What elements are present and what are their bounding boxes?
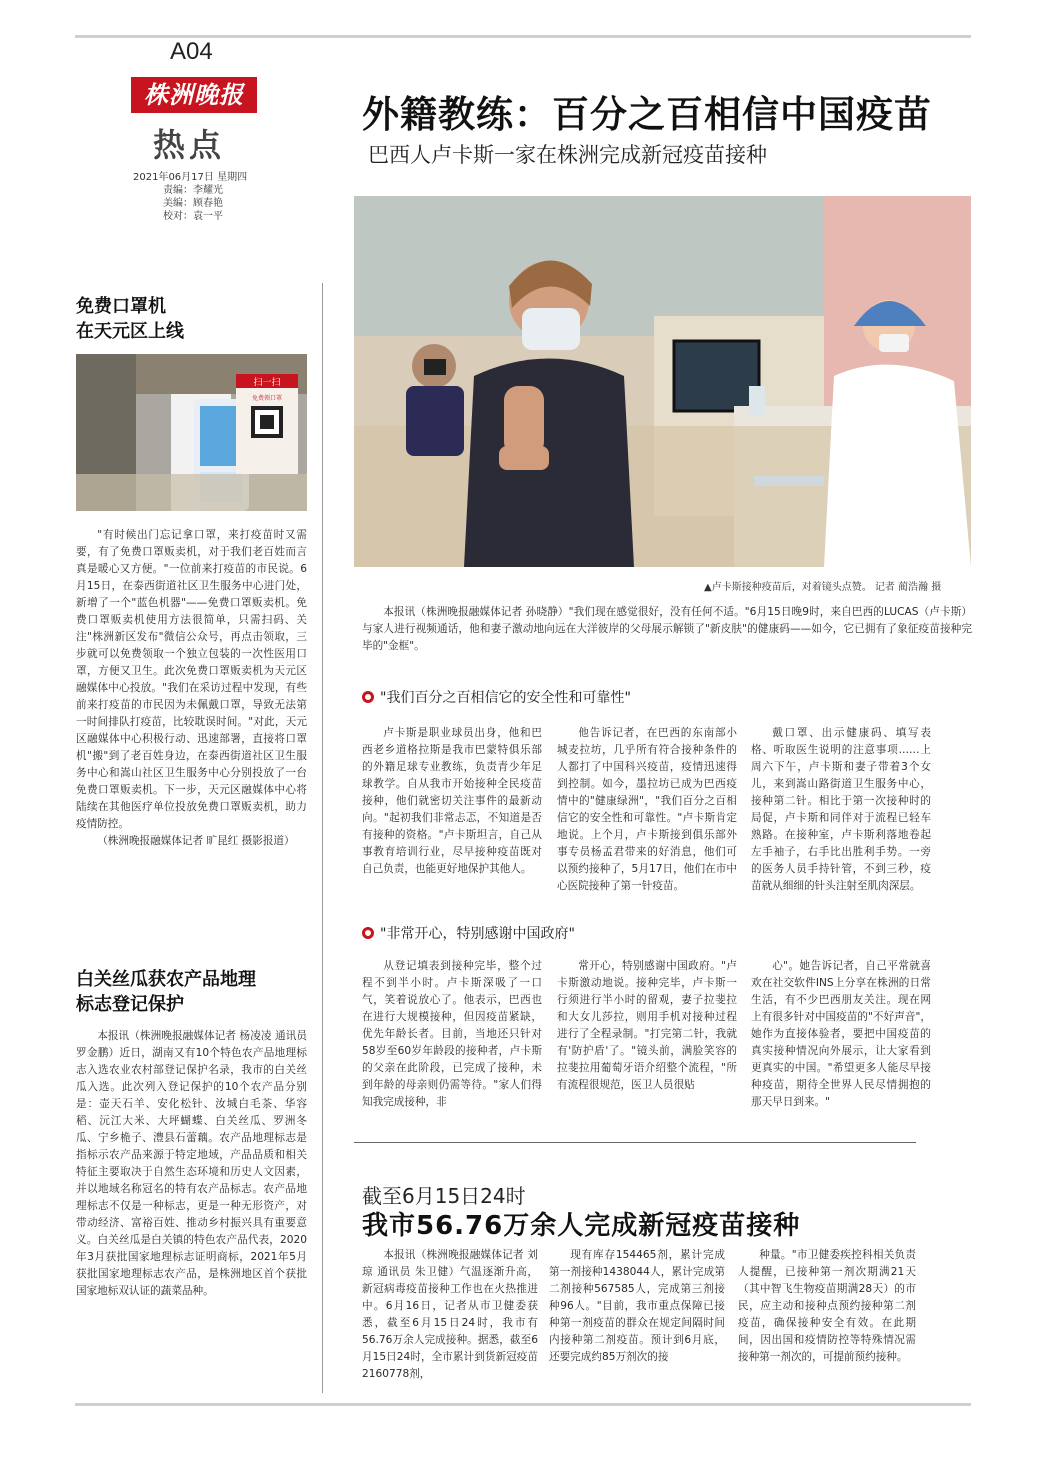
column-divider — [322, 283, 323, 1393]
section2-column-2 — [557, 958, 737, 1094]
section-bullet-icon — [362, 691, 374, 703]
section2-column-3 — [751, 958, 931, 1111]
bottom-column-2-text: 现有库存154465剂，累计完成第一剂接种1438044人，累计完成第二剂接种567585人，完成第三剂接种96人。"目前，我市重点保障已接种第一剂疫苗的群众在规定间隔时间内接种第二剂疫苗。预计到6月底，还要完成约85万剂次的接 — [549, 1249, 725, 1363]
side1-title — [76, 294, 184, 344]
section1-column-1-text: 卢卡斯是职业球员出身，他和巴西老乡道格拉斯是我市巴蒙特俱乐部的外籍足球专业教练，负责青少年足球教学。自从我市开始接种全民疫苗接种，他们就密切关注事件的最新动向。"起初我们非常忐忑，不知道是否有接种的资格。"卢卡斯坦言，自己从事教育培训行业，尽早接种疫苗既对自己负责，也能更好地保护其他人。 — [362, 727, 542, 875]
side2-title-line2: 标志登记保护 — [76, 994, 184, 1015]
mask-machine-photo — [76, 354, 307, 511]
art-editor: 美编：顾春艳 — [163, 198, 223, 209]
main-headline: 外籍教练：百分之百相信中国疫苗 — [362, 93, 932, 136]
section1-column-1 — [362, 725, 542, 878]
section1-column-2 — [557, 725, 737, 895]
sign-text-1: 扫一扫 — [253, 378, 281, 388]
side1-body-text: "有时候出门忘记拿口罩，来打疫苗时又需要，有了免费口罩贩卖机，对于我们老百姓而言真是暖心又方便。"一位前来打疫苗的市民说。6月15日，在泰西街道社区卫生服务中心进门处，新增了一个"蓝色机器"——免费口罩贩卖机。免费口罩贩卖机使用方法很简单，只需扫码、关注"株洲新区发布"微信公众号，再点击领取，三步就可以免费领取一个独立包装的一次性医用口罩，方便又卫生。此次免费口罩贩卖机为天元区融媒体中心投放。"我们在采访过程中发现，有些前来打疫苗的市民因为未佩戴口罩，导致无法第一时间排队打疫苗，比较耽误时间。"对此，天元区融媒体中心积极行动、迅速部署，直接将口罩机"搬"到了老百姓身边，在泰西街道社区卫生服务中心和嵩山社区卫生服务中心分别投放了一台免费口罩贩卖机。下一步，天元区融媒体中心将陆续在其他医疗单位投放免费口罩贩卖机，助力疫情防控。 — [76, 529, 307, 830]
side2-body — [76, 1028, 307, 1300]
side2-title — [76, 967, 316, 1017]
side1-byline: （株洲晚报融媒体记者 旷昆红 摄影报道） — [97, 835, 295, 847]
story-divider — [354, 1142, 916, 1143]
bottom-column-2 — [549, 1247, 725, 1366]
section1-column-3-text: 戴口罩、出示健康码、填写表格、听取医生说明的注意事项……上周六下午，卢卡斯和妻子带着3个女儿，来到嵩山路街道卫生服务中心，接种第二针。相比于第一次接种时的局促，卢卡斯和同伴对于流程已轻车熟路。在接种室，卢卡斯利落地卷起左手袖子，右手比出胜利手势。一旁的医务人员手持针管，不到三秒，疫苗就从细细的针头注射至肌肉深层。 — [751, 727, 931, 892]
page-number: A04 — [170, 38, 213, 65]
bottom-column-3 — [738, 1247, 916, 1366]
side1-title-line2: 在天元区上线 — [76, 321, 184, 342]
section2-column-1 — [362, 958, 542, 1111]
bottom-column-1-text: 本报讯（株洲晚报融媒体记者 刘琼 通讯员 朱卫健）气温逐渐升高，新冠病毒疫苗接种工作也在火热推进中。6月16日，记者从市卫健委获悉，截至6月15日24时，我市有56.76万余人完成接种。据悉，截至6月15日24时，全市累计到货新冠疫苗2160778剂， — [362, 1249, 538, 1380]
newspaper-logo: 株洲晚报 — [131, 77, 257, 113]
section1-column-2-text: 他告诉记者，在巴西的东南部小城麦拉坊，几乎所有符合接种条件的人都打了中国科兴疫苗，疫情迅速得到控制。如今，墨拉坊已成为巴西疫情中的"健康绿洲"，"我们百分之百相信它的安全性和可靠性。"卢卡斯肯定地说。上个月，卢卡斯接到俱乐部外事专员杨孟君带来的好消息，他们可以预约接种了，5月17日，他们在市中心医院接种了第一针疫苗。 — [557, 727, 737, 892]
editor: 责编：李耀光 — [163, 185, 223, 196]
lead-text: 本报讯（株洲晚报融媒体记者 孙晓静）"我们现在感觉很好，没有任何不适。"6月15日晚9时，来自巴西的LUCAS（卢卡斯）与家人进行视频通话，他和妻子激动地向远在大洋彼岸的父母展示解锁了"新皮肤"的健康码——如今，它已拥有了象征疫苗接种完毕的"金框"。 — [362, 606, 972, 652]
vaccination-photo-illustration — [354, 196, 971, 567]
section2-heading: "非常开心，特别感谢中国政府" — [380, 926, 575, 942]
section2-column-3-text: 心"。她告诉记者，自己平常就喜欢在社交软件INS上分享在株洲的日常生活，有不少巴西朋友关注。现在网上有很多针对中国疫苗的"不好声音"，她作为直接体验者，要把中国疫苗的真实接种情况向外展示，让大家看到更真实的中国。"希望更多人能尽早接种疫苗，期待全世界人民尽情拥抱的那天早日到来。" — [751, 960, 931, 1108]
section2-column-2-text: 常开心，特别感谢中国政府。"卢卡斯激动地说。接种完毕，卢卡斯一行须进行半小时的留观，妻子拉斐拉和大女儿莎拉，则用手机对接种过程进行了全程录制。"打完第二针，我就有'防护盾'了。"镜头前，满脸笑容的拉斐拉用葡萄牙语介绍整个流程，"所有流程很规范，医卫人员很贴 — [557, 960, 737, 1091]
bottom-column-3-text: 种量。"市卫健委疾控科相关负责人提醒，已接种第一剂次期满21天（其中智飞生物疫苗期满28天）的市民，应主动和接种点预约接种第二剂疫苗，确保接种安全有效。在此期间，因出国和疫情防控等特殊情况需接种第一剂次的，可提前预约接种。 — [738, 1249, 916, 1363]
section1-heading: "我们百分之百相信它的安全性和可靠性" — [380, 690, 631, 706]
section1-column-3 — [751, 725, 931, 895]
side1-title-line1: 免费口罩机 — [76, 296, 166, 317]
proofreader: 校对：袁一平 — [163, 211, 223, 222]
bottom-column-1 — [362, 1247, 538, 1383]
section-name: 热点 — [153, 126, 226, 164]
bottom-rule — [75, 1403, 971, 1406]
mask-machine-illustration — [76, 354, 307, 511]
photo-caption: ▲卢卡斯接种疫苗后，对着镜头点赞。 记者 蔺浩瀚 摄 — [704, 582, 942, 593]
lead-paragraph — [362, 604, 972, 655]
sign-text-2: 免费领口罩 — [251, 395, 283, 402]
issue-date: 2021年06月17日 星期四 — [133, 172, 248, 183]
section2-column-1-text: 从登记填表到接种完毕，整个过程不到半小时。卢卡斯深吸了一口气，笑着说放心了。他表示，巴西也在进行大规模接种，但因疫苗紧缺，优先年龄长者。目前，当地还只针对58岁至60岁年龄段的接种者，卢卡斯的父亲在此阶段，已完成了接种，未到年龄的母亲则仍需等待。"家人们得知我完成接种，非 — [362, 960, 542, 1108]
side2-body-text: 本报讯（株洲晚报融媒体记者 杨凌凌 通讯员 罗金鹏）近日，湖南又有10个特色农产品地理标志入选农业农村部登记保护名录，我市的白关丝瓜入选。此次列入登记保护的10个农产品分别是：壶天石羊、安化松针、汝城白毛茶、华容稻、沅江大米、大坪蝴蝶、白关丝瓜、罗洲冬瓜、宁乡桅子、澧县石蕾藕。农产品地理标志是指标示农产品来源于特定地域，产品品质和相关特征主要取决于自然生态环境和历史人文因素，并以地域名称冠名的特有农产品标志。农产品地理标志不仅是一种标志，更是一种无形资产，对带动经济、富裕百姓、推动乡村振兴具有重要意义。白关丝瓜是白关镇的特色农产品代表，2020年3月获批国家地理标志证明商标，2021年5月获批国家地理标志农产品，是株洲地区首个获批国家地标双认证的蔬菜品种。 — [76, 1030, 307, 1297]
main-subheadline: 巴西人卢卡斯一家在株洲完成新冠疫苗接种 — [368, 143, 767, 167]
page-meta — [133, 171, 283, 223]
bottom-story-subtitle: 截至6月15日24时 — [362, 1184, 526, 1208]
vaccination-photo — [354, 196, 971, 567]
side2-title-line1: 白关丝瓜获农产品地理 — [76, 969, 256, 990]
section-bullet-icon — [362, 927, 374, 939]
side1-body — [76, 527, 307, 850]
bottom-story-title: 我市56.76万余人完成新冠疫苗接种 — [362, 1211, 801, 1241]
